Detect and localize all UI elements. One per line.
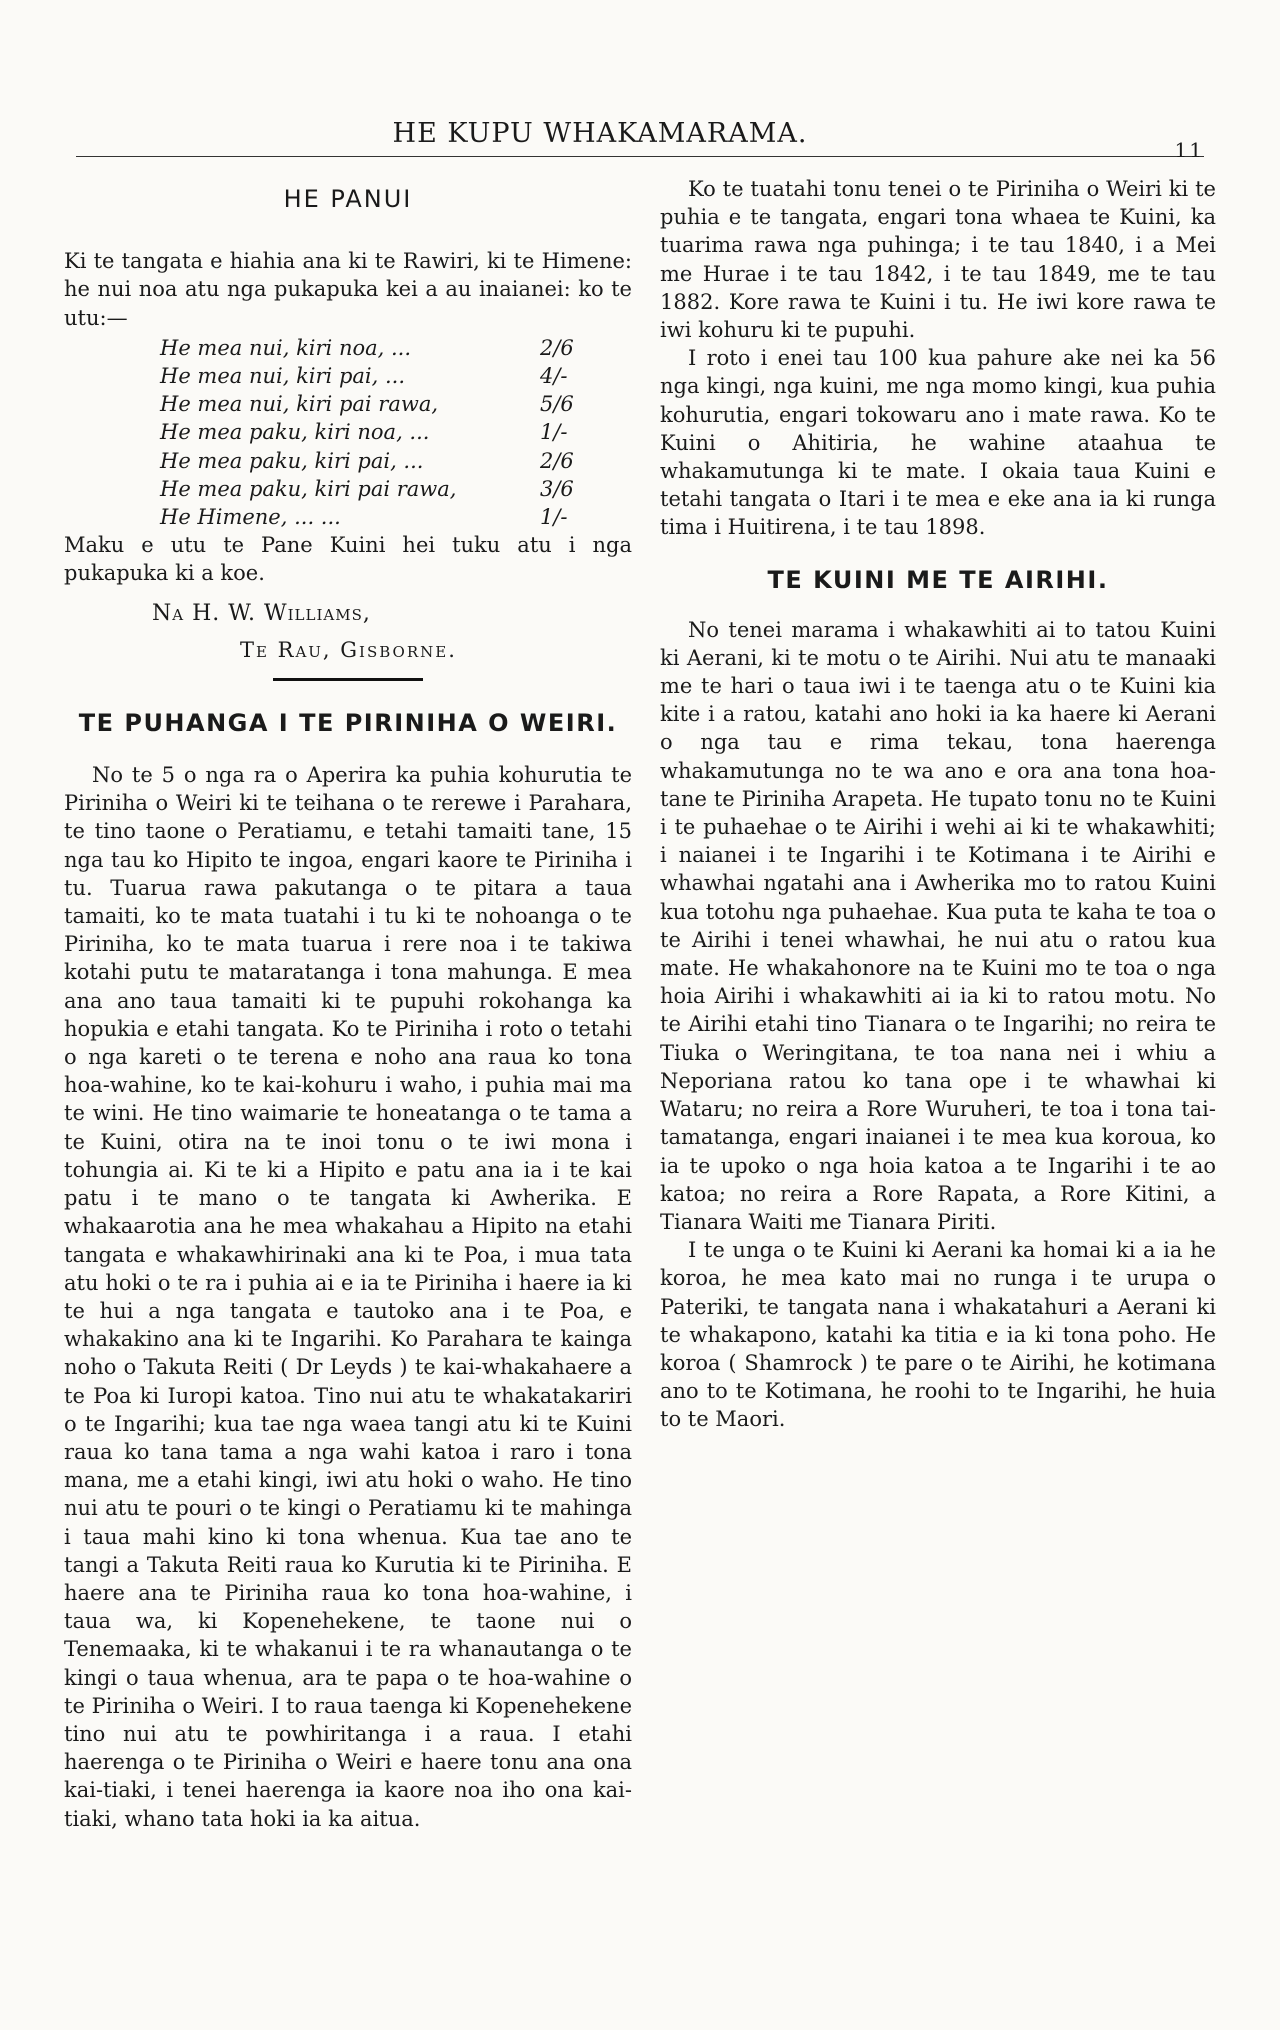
price-row <box>160 475 660 503</box>
page-number: 11 <box>1174 138 1204 162</box>
price-item: He mea paku, kiri pai, ... <box>160 448 424 473</box>
right-column <box>660 175 1216 1434</box>
section-divider <box>273 678 423 681</box>
article-paragraph: No tenei marama i whakawhiti ai to tatou Kuini ki Aerani, ki te motu o te Airihi. Nui atu te manaaki me te hari o taua iwi i te taenga atu o te Kuini kia kite i a ratou, katahi ano hoki ia ka haere ki Aerani o nga tau e rima tekau, tona haerenga whakamutunga no te wa ano e ora ana tona hoa-tane te Piriniha Arapeta. He tupato tonu no te Kuini i te puhaehae o te Airihi i wehi ai ki te whakawhiti; i naianei i te Ingarihi i te Kotimana i te Airihi e whawhai ngatahi ana i Awherika mo to ratou Kuini kua totohu nga puhaehae. Kua puta te kaha te toa o te Airihi i tenei whawhai, he nui atu o ratou kua mate. He whakahonore na te Kuini mo te toa o nga hoia Airihi i whakawhiti ai ia ki to ratou motu. No te Airihi etahi tino Tianara o te Ingarihi; no reira te Tiuka o Weringitana, te toa nana nei i whiu a Neporiana ratou ko tana ope i te whawhai ki Wataru; no reira a Rore Wuruheri, te toa i tona tai-tamatanga, engari inaianei i te mea kua koroua, ko ia te upoko o nga hoia katoa a te Ingarihi i te ao katoa; no reira a Rore Rapata, a Rore Kitini, a Tianara Waiti me Tianara Piriti. <box>660 617 1216 1234</box>
price-item: He mea nui, kiri pai, ... <box>160 364 405 389</box>
price-value: 3/6 <box>540 476 574 501</box>
notice-closing: Maku e utu te Pane Kuini hei tuku atu i nga pukapuka ki a koe. <box>64 533 632 586</box>
article-title: TE PUHANGA I TE PIRINIHA O WEIRI. <box>78 709 618 738</box>
notice-intro: Ki te tangata e hiahia ana ki te Rawiri, ki te Himene: he nui noa atu nga pukapuka kei a au inaianei: ko te utu:— <box>64 249 632 330</box>
price-item: He mea paku, kiri noa, ... <box>160 420 430 445</box>
article-title: TE KUINI ME TE AIRIHI. <box>767 565 1109 594</box>
price-value: 1/- <box>540 420 568 445</box>
article-paragraph: Ko te tuatahi tonu tenei o te Piriniha o Weiri ki te puhia e te tangata, engari tona whaea te Kuini, ka tuarima rawa nga puhinga; i te tau 1840, i a Mei me Hurae i te tau 1842, i te tau 1849, me te tau 1882. Kore rawa te Kuini i tu. He iwi kore rawa te iwi kohuru ki te pupuhi. <box>660 177 1216 343</box>
running-head <box>0 118 1280 162</box>
price-list <box>160 334 632 531</box>
price-row <box>160 503 660 531</box>
signature-name: Na H. W. Williams, <box>152 600 371 626</box>
article-paragraph: I te unga o te Kuini ki Aerani ka homai ki a ia he koroa, he mea kato mai no runga i te urupa o Pateriki, te tangata nana i whakatahuri a Aerani ki te whakapono, katahi ka titia e ia ki tona poho. He koroa ( Shamrock ) te pare o te Airihi, he kotimana ano to te Kotimana, he roohi to te Ingarihi, he huia to te Maori. <box>660 1238 1216 1432</box>
signature-place: Te Rau, Gisborne. <box>240 637 457 662</box>
article-paragraph: I roto i enei tau 100 kua pahure ake nei ka 56 nga kingi, nga kuini, me nga momo kingi, kua puhia kohurutia, engari tokowaru ano i mate rawa. Ko te Kuini o Ahitiria, he wahine ataahua te whakamutunga ki te mate. I okaia taua Kuini e tetahi tangata o Itari i te mea e eke ana ia ki runga tima i Huitirena, i te tau 1898. <box>660 346 1216 540</box>
price-item: He mea nui, kiri noa, ... <box>160 335 412 360</box>
price-value: 5/6 <box>540 392 574 417</box>
price-item: He mea paku, kiri pai rawa, <box>160 476 457 501</box>
price-value: 1/- <box>540 505 568 530</box>
price-row <box>160 334 660 362</box>
notice-heading: HE PANUI <box>283 185 413 213</box>
price-value: 4/- <box>540 364 568 389</box>
running-title: HE KUPU WHAKAMARAMA. <box>380 118 820 149</box>
left-column <box>64 175 632 1833</box>
price-row <box>160 390 660 418</box>
price-item: He mea nui, kiri pai rawa, <box>160 392 439 417</box>
header-rule <box>76 156 1204 157</box>
price-value: 2/6 <box>540 335 574 360</box>
price-item: He Himene, ... ... <box>160 505 341 530</box>
price-row <box>160 362 660 390</box>
article-paragraph: No te 5 o nga ra o Aperira ka puhia kohurutia te Piriniha o Weiri ki te teihana o te rerewe i Parahara, te tino taone o Peratiamu, e tetahi tamaiti tane, 15 nga tau ko Hipito te ingoa, engari kaore te Piriniha i tu. Tuarua rawa pakutanga o te pitara a taua tamaiti, ko te mata tuatahi i tu ki te nohoanga o te Piriniha, ko te mata tuarua i rere noa i te takiwa kotahi putu te mataratanga i tona mahunga. E mea ana ano taua tamaiti ki te pupuhi rokohanga ka hopukia e etahi tangata. Ko te Piriniha i roto o tetahi o nga kareti o te terena e noho ana raua ko tona hoa-wahine, ko te kai-kohuru i waho, i puhia mai ma te wini. He tino waimarie te honeatanga o te tama a te Kuini, otira na te inoi tonu o te iwi mona i tohungia ai. Ki te ki a Hipito e patu ana ia i te kai patu i te mano o te tangata ki Awherika. E whakaarotia ana he mea whakahau a Hipito na etahi tangata e whakawhirinaki ana ki te Poa, i mua tata atu hoki o te ra i puhia ai e ia te Piriniha i haere ia ki te hui a nga tangata e tautoko ana i te Poa, e whakakino ana ki te Ingarihi. Ko Parahara te kainga noho o Takuta Reiti ( Dr Leyds ) te kai-whakahaere a te Poa ki Iuropi katoa. Tino nui atu te whakatakariri o te Ingarihi; kua tae nga waea tangi atu ki te Kuini raua ko tana tama a nga wahi katoa i raro i tona mana, me a etahi kingi, iwi atu hoki o waho. He tino nui atu te pouri o te kingi o Peratiamu ki te mahinga i taua mahi kino ki tona whenua. Kua tae ano te tangi a Takuta Reiti raua ko Kurutia ki te Piriniha. E haere ana te Piriniha raua ko tona hoa-wahine, i taua wa, ki Kopenehekene, te taone nui o Tenemaaka, ki te whakanui i te ra whanautanga o te kingi o taua whenua, ara te papa o te hoa-wahine o te Piriniha o Weiri. I to raua taenga ki Kopenehekene tino nui atu te powhiritanga i a raua. I etahi haerenga o te Piriniha o Weiri e haere tonu ana ona kai-tiaki, i tenei haerenga ia kaore noa iho ona kai-tiaki, whano tata hoki ia ka aitua. <box>64 763 632 1831</box>
price-row <box>160 418 660 446</box>
price-row <box>160 447 660 475</box>
price-value: 2/6 <box>540 448 574 473</box>
